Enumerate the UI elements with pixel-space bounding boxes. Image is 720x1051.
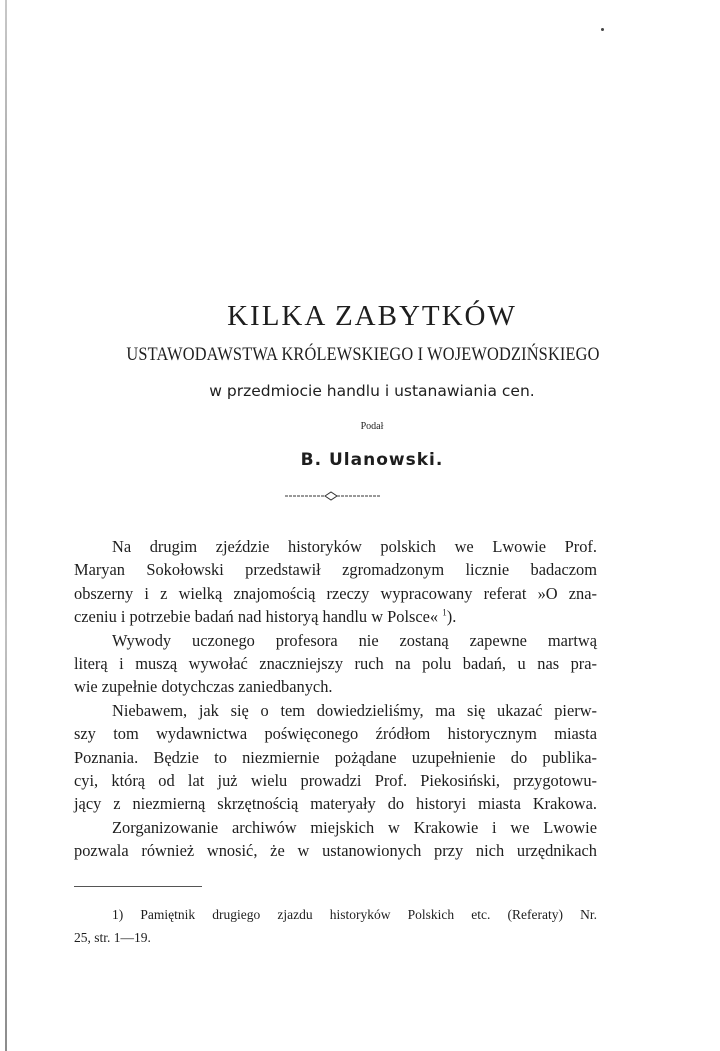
footnote [74,903,597,949]
footnote-reference-tail: ). [446,607,457,627]
page-title: KILKA ZABYTKÓW [227,300,517,332]
body-line: szy tom wydawnictwa poświęconego źródłom historycznym miasta [74,724,597,744]
ink-speck [601,28,604,31]
body-line: wie zupełnie dotychczas zaniedbanych. [74,677,333,697]
page-topic: w przedmiocie handlu i ustanawiania cen. [209,382,535,400]
ornamental-divider [285,490,381,502]
body-line: Maryan Sokołowski przedstawił zgromadzonym licznie badaczom [74,560,597,580]
body-line: obszerny i z wielką znajomością rzeczy wypracowany referat »O zna- [74,583,597,603]
page-binding-edge [5,0,7,1051]
footnote-text: Pamiętnik drugiego zjazdu historyków Polskich etc. (Referaty) Nr. [123,907,597,922]
footnote-line: 25, str. 1—19. [74,930,151,945]
page-subtitle: USTAWODAWSTWA KRÓLEWSKIEGO I WOJEWODZIŃSKIEGO [126,344,600,365]
body-line-text: czeniu i potrzebie badań nad historyą handlu w Polsce« [74,607,443,627]
body-line [74,605,597,628]
author-name: B. Ulanowski. [300,450,444,470]
body-line: Niebawem, jak się o tem dowiedzieliśmy, ma się ukazać pierw- [112,700,597,720]
body-line: literą i muszą wywołać znaczniejszy ruch na polu badań, u nas pra- [74,654,597,674]
body-line: cyi, którą od lat już wielu prowadzi Prof. Piekosiński, przygotowu- [74,771,597,791]
footnote-marker: 1) [112,907,124,922]
footnote-line [74,903,597,926]
byline-label: Podał [360,421,384,432]
footnote-reference: 1 [442,607,447,618]
body-line: jący z niezmierną skrzętnością materyały do historyi miasta Krakowa. [74,794,597,814]
body-line: Na drugim zjeździe historyków polskich we Lwowie Prof. [112,537,597,556]
body-line: Poznania. Będzie to niezmiernie pożądane uzupełnienie do publika- [74,747,597,767]
body-line: Wywody uczonego profesora nie zostaną zapewne martwą [112,630,597,650]
body-text [74,535,597,863]
body-line: Zorganizowanie archiwów miejskich w Krakowie i we Lwowie [112,817,597,837]
body-line: pozwala również wnosić, że w ustanowionych przy nich urzędnikach [74,841,597,861]
footnote-rule [74,886,202,887]
